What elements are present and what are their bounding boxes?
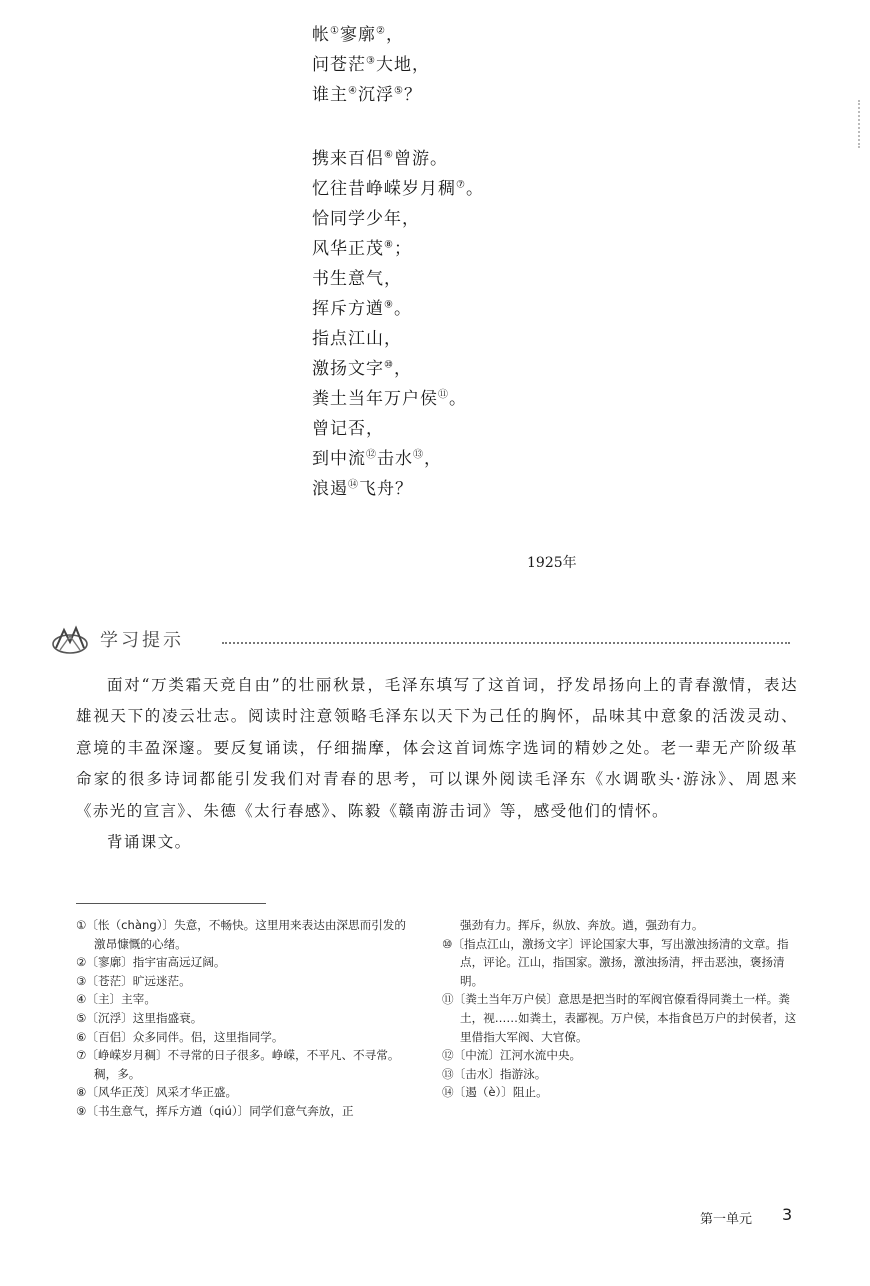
poem-line: 问苍茫③大地， xyxy=(312,55,430,75)
footnote: ⑩〔指点江山，激扬文字〕评论国家大事，写出激浊扬清的文章。指点，评论。江山，指国家。激扬，激浊扬清，抨击恶浊，褒扬清明。 xyxy=(442,936,789,988)
poem-line: 到中流⑫击水⑬， xyxy=(312,449,442,469)
poem-line: 书生意气， xyxy=(312,269,402,289)
footnote: ⑤〔沉浮〕这里指盛衰。 xyxy=(76,1010,203,1025)
poem-line: 恰同学少年， xyxy=(312,209,420,229)
tips-paragraph: 背诵课文。 xyxy=(107,833,192,852)
poem-line: 激扬文字⑩， xyxy=(312,359,412,379)
poem-line: 曾记否， xyxy=(312,419,384,439)
poem-line: 指点江山， xyxy=(312,329,402,349)
poem-line: 帐①寥廓②， xyxy=(312,25,404,45)
footnote: ⑦〔峥嵘岁月稠〕不寻常的日子很多。峥嵘，不平凡、不寻常。稠，多。 xyxy=(76,1048,400,1081)
tips-paragraph: 面对“万类霜天竞自由”的壮丽秋景，毛泽东填写了这首词，抒发昂扬向上的青春激情，表达雄视天下的凌云壮志。阅读时注意领略毛泽东以天下为己任的胸怀，品味其中意象的活泼灵动、意境的丰盈深邃。要反复诵读，仔细揣摩，体会这首词炼字选词的精妙之处。老一辈无产阶级革命家的很多诗词都能引发我们对青春的思考，可以课外阅读毛泽东《水调歌头·游泳》、周恩来《赤光的宣言》、朱德《太行春感》、陈毅《赣南游击词》等，感受他们的情怀。 xyxy=(76,676,798,820)
poem xyxy=(312,20,612,504)
stanza-gap xyxy=(312,110,612,144)
poem-line: 粪土当年万户侯⑪。 xyxy=(312,389,467,409)
poem-line: 浪遏⑭飞舟？ xyxy=(312,479,413,499)
dotted-divider xyxy=(222,642,790,644)
footnote-rule xyxy=(76,903,266,904)
poem-line: 携来百侣⑥曾游。 xyxy=(312,149,448,169)
footnotes-left xyxy=(76,916,406,1121)
footnote: ③〔苍茫〕旷远迷茫。 xyxy=(76,973,191,988)
footnote: ⑫〔中流〕江河水流中央。 xyxy=(442,1048,582,1063)
poem-line: 挥斥方遒⑨。 xyxy=(312,299,412,319)
footnote: ⑪〔粪土当年万户侯〕意思是把当时的军阀官僚看得同粪土一样。粪土，视……如粪土，表鄙视。万户侯，本指食邑万户的封侯者，这里借指大军阀、大官僚。 xyxy=(442,992,797,1044)
page-edge-mark xyxy=(858,100,863,148)
poem-year: 1925年 xyxy=(527,555,577,571)
page-number: 3 xyxy=(782,1205,793,1224)
poem-line: 风华正茂⑧； xyxy=(312,239,412,259)
footnote: ②〔寥廓〕指宇宙高远辽阔。 xyxy=(76,955,226,970)
unit-label: 第一单元 xyxy=(700,1212,753,1227)
footnotes-right xyxy=(442,916,798,1102)
footnote: ⑨〔书生意气，挥斥方遒（qiú）〕同学们意气奔放，正 xyxy=(76,1103,354,1118)
footnote: ⑧〔风华正茂〕风采才华正盛。 xyxy=(76,1085,238,1100)
footnote-continued: 强劲有力。挥斥，纵放、奔放。遒，强劲有力。 xyxy=(460,918,704,932)
study-tips-header xyxy=(50,622,790,658)
footnote: ⑭〔遏（è）〕阻止。 xyxy=(442,1085,548,1100)
footnote: ①〔怅（chàng）〕失意，不畅快。这里用来表达由深思而引发的激昂慷慨的心绪。 xyxy=(76,918,406,951)
poem-line: 忆往昔峥嵘岁月稠⑦。 xyxy=(312,179,484,199)
footnote: ⑥〔百侣〕众多同伴。侣，这里指同学。 xyxy=(76,1029,284,1044)
study-tips-icon xyxy=(50,622,90,656)
footnote: ⑬〔击水〕指游泳。 xyxy=(442,1066,547,1081)
poem-line: 谁主④沉浮⑤？ xyxy=(312,85,422,105)
study-tips-title: 学习提示 xyxy=(100,630,184,651)
footnote: ④〔主〕主宰。 xyxy=(76,992,156,1007)
study-tips-body xyxy=(76,670,798,858)
